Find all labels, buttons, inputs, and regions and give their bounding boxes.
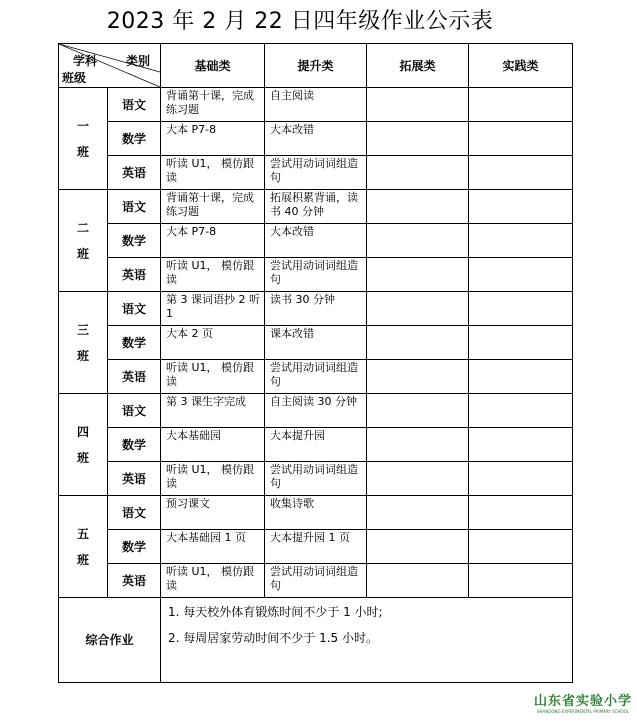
homework-table: [58, 43, 573, 683]
table-row: [59, 122, 573, 156]
subject-cell: 数学: [108, 530, 161, 564]
extend-cell: [367, 224, 469, 258]
extend-cell: [367, 326, 469, 360]
advance-cell: 大本改错: [265, 224, 367, 258]
class-name-cell: [59, 292, 108, 394]
extend-cell: [367, 122, 469, 156]
basic-cell: 听读 U1， 模仿跟读: [161, 360, 265, 394]
subject-cell: 语文: [108, 394, 161, 428]
extend-cell: [367, 428, 469, 462]
basic-cell: 听读 U1， 模仿跟读: [161, 462, 265, 496]
practice-cell: [469, 462, 573, 496]
table-row: [59, 564, 573, 598]
table-row: [59, 88, 573, 122]
class-name: 二 班: [76, 220, 89, 261]
practice-cell: [469, 258, 573, 292]
practice-cell: [469, 394, 573, 428]
practice-cell: [469, 224, 573, 258]
advance-cell: 尝试用动词词组造句: [265, 462, 367, 496]
table-row: [59, 258, 573, 292]
header-row: [59, 44, 573, 88]
subject-cell: 数学: [108, 224, 161, 258]
advance-cell: 拓展积累背诵，读书 40 分钟: [265, 190, 367, 224]
extend-cell: [367, 394, 469, 428]
basic-cell: 背诵第十课，完成练习题: [161, 88, 265, 122]
comprehensive-row: [59, 598, 573, 683]
corner-class-label: 班级: [62, 71, 87, 85]
table-row: [59, 360, 573, 394]
table-row: [59, 496, 573, 530]
basic-cell: 听读 U1， 模仿跟读: [161, 258, 265, 292]
corner-category-label: 类别: [125, 54, 150, 68]
subject-cell: 数学: [108, 326, 161, 360]
extend-cell: [367, 462, 469, 496]
subject-cell: 语文: [108, 190, 161, 224]
table-row: [59, 190, 573, 224]
basic-cell: 听读 U1， 模仿跟读: [161, 156, 265, 190]
extend-cell: [367, 190, 469, 224]
class-name-cell: [59, 88, 108, 190]
table-row: [59, 394, 573, 428]
table-row: [59, 156, 573, 190]
subject-cell: 英语: [108, 462, 161, 496]
basic-cell: 预习课文: [161, 496, 265, 530]
extend-cell: [367, 258, 469, 292]
col-header-basic: 基础类: [161, 44, 265, 88]
comprehensive-content: [161, 598, 573, 683]
col-header-advance: 提升类: [265, 44, 367, 88]
advance-cell: 收集诗歌: [265, 496, 367, 530]
subject-cell: 语文: [108, 496, 161, 530]
comprehensive-item: 2. 每周居家劳动时间不少于 1.5 小时。: [168, 631, 378, 645]
table-row: [59, 292, 573, 326]
table-row: [59, 224, 573, 258]
subject-cell: 数学: [108, 428, 161, 462]
basic-cell: 大本 P7-8: [161, 122, 265, 156]
practice-cell: [469, 530, 573, 564]
extend-cell: [367, 156, 469, 190]
basic-cell: 背诵第十课，完成练习题: [161, 190, 265, 224]
advance-cell: 自主阅读 30 分钟: [265, 394, 367, 428]
page-title: 2023 年 2 月 22 日四年级作业公示表: [106, 9, 494, 34]
class-name: 三 班: [76, 322, 89, 363]
advance-cell: 大本提升园 1 页: [265, 530, 367, 564]
advance-cell: 尝试用动词词组造句: [265, 564, 367, 598]
corner-cell: [59, 44, 161, 88]
extend-cell: [367, 292, 469, 326]
practice-cell: [469, 88, 573, 122]
practice-cell: [469, 190, 573, 224]
advance-cell: 大本提升园: [265, 428, 367, 462]
extend-cell: [367, 564, 469, 598]
subject-cell: 英语: [108, 360, 161, 394]
advance-cell: 读书 30 分钟: [265, 292, 367, 326]
logo-name-en: SHANDONG EXPERIMENTAL PRIMARY SCHOOL: [536, 709, 630, 714]
practice-cell: [469, 496, 573, 530]
class-name: 四 班: [76, 424, 89, 465]
advance-cell: 尝试用动词词组造句: [265, 360, 367, 394]
subject-cell: 语文: [108, 88, 161, 122]
table-row: [59, 428, 573, 462]
table-row: [59, 462, 573, 496]
subject-cell: 英语: [108, 258, 161, 292]
practice-cell: [469, 428, 573, 462]
comprehensive-item: 1. 每天校外体育锻炼时间不少于 1 小时;: [168, 605, 383, 619]
advance-cell: 尝试用动词词组造句: [265, 258, 367, 292]
col-header-extend: 拓展类: [367, 44, 469, 88]
logo-name-cn: 山东省实验小学: [533, 694, 632, 709]
class-name-cell: [59, 394, 108, 496]
practice-cell: [469, 292, 573, 326]
extend-cell: [367, 360, 469, 394]
advance-cell: 大本改错: [265, 122, 367, 156]
basic-cell: 大本 P7-8: [161, 224, 265, 258]
class-name-cell: [59, 496, 108, 598]
class-name-cell: [59, 190, 108, 292]
subject-cell: 数学: [108, 122, 161, 156]
advance-cell: 课本改错: [265, 326, 367, 360]
table-row: [59, 530, 573, 564]
advance-cell: 尝试用动词词组造句: [265, 156, 367, 190]
practice-cell: [469, 360, 573, 394]
subject-cell: 英语: [108, 564, 161, 598]
subject-cell: 英语: [108, 156, 161, 190]
extend-cell: [367, 530, 469, 564]
extend-cell: [367, 88, 469, 122]
basic-cell: 听读 U1， 模仿跟读: [161, 564, 265, 598]
practice-cell: [469, 326, 573, 360]
class-name: 一 班: [76, 118, 89, 159]
practice-cell: [469, 122, 573, 156]
comprehensive-label: 综合作业: [59, 598, 161, 683]
basic-cell: 第 3 课生字完成: [161, 394, 265, 428]
corner-subject-label: 学科: [73, 54, 98, 68]
basic-cell: 大本基础园: [161, 428, 265, 462]
col-header-practice: 实践类: [469, 44, 573, 88]
practice-cell: [469, 156, 573, 190]
class-name: 五 班: [76, 526, 89, 567]
advance-cell: 自主阅读: [265, 88, 367, 122]
table-row: [59, 326, 573, 360]
basic-cell: 大本基础园 1 页: [161, 530, 265, 564]
school-logo: [533, 694, 633, 718]
practice-cell: [469, 564, 573, 598]
extend-cell: [367, 496, 469, 530]
subject-cell: 语文: [108, 292, 161, 326]
basic-cell: 大本 2 页: [161, 326, 265, 360]
basic-cell: 第 3 课词语抄 2 听 1: [161, 292, 265, 326]
